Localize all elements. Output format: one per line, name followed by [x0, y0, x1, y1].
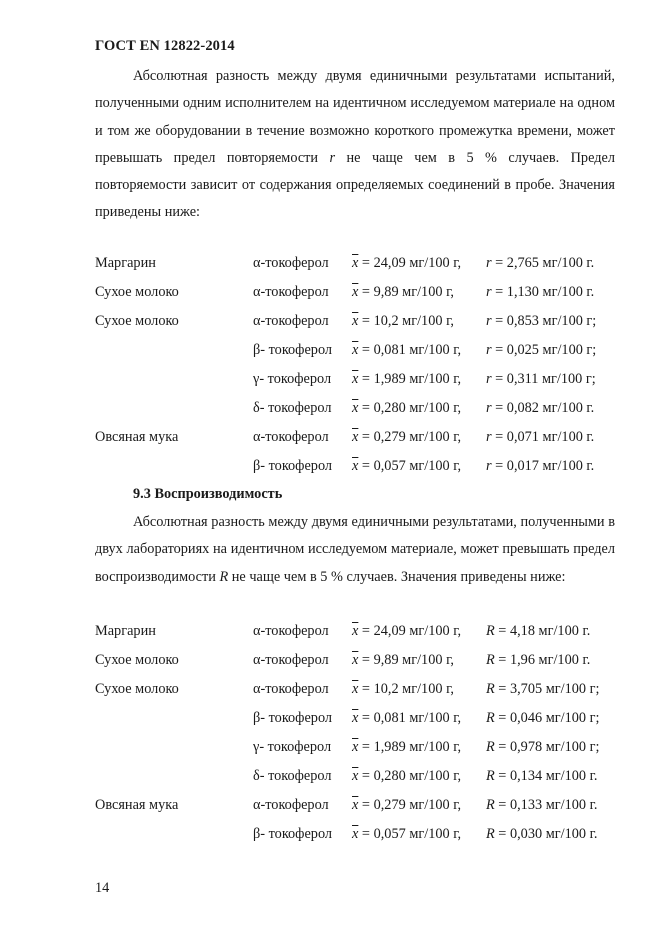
product-name: Овсяная мука: [95, 429, 179, 445]
compound-name: γ- токоферол: [253, 371, 332, 387]
paragraph-text: не чаще чем в 5 % случаев. Предел повторяемости зависит от содержания определяемых соединений в пробе. Значения приведены ниже:: [95, 149, 615, 221]
table-row: [95, 675, 625, 704]
table-row: [95, 336, 625, 365]
table-row: [95, 820, 625, 849]
mean-value: $\overline{x} = 0,081$ мг/100 г,: [352, 342, 462, 358]
limit-value: r = 1,130 мг/100 г.: [486, 284, 595, 300]
table-row: [95, 452, 625, 481]
paragraph-text: не чаще чем в 5 % случаев. Значения приведены ниже:: [228, 568, 566, 585]
limit-value: r = 0,311 мг/100 г;: [486, 371, 596, 387]
reproducibility-symbol: R: [219, 568, 229, 585]
limit-value: r = 0,017 мг/100 г.: [486, 458, 595, 474]
limit-value: r = 0,082 мг/100 г.: [486, 400, 595, 416]
compound-name: β- токоферол: [253, 826, 333, 842]
section-heading: 9.3 Воспроизводимость: [133, 486, 283, 502]
compound-name: α-токоферол: [253, 652, 329, 668]
mean-value: $\overline{x} = 24,09$ мг/100 г,: [352, 623, 462, 639]
mean-value: $\overline{x} = 0,057$ мг/100 г,: [352, 458, 462, 474]
table-row: [95, 307, 625, 336]
compound-name: δ- токоферол: [253, 768, 332, 784]
limit-value: R = 0,978 мг/100 г;: [486, 739, 600, 755]
compound-name: α-токоферол: [253, 284, 329, 300]
table-row: [95, 733, 625, 762]
table-row: [95, 365, 625, 394]
limit-value: r = 0,071 мг/100 г.: [486, 429, 595, 445]
table-row: [95, 791, 625, 820]
compound-name: α-токоферол: [253, 797, 329, 813]
mean-value: $\overline{x} = 0,081$ мг/100 г,: [352, 710, 462, 726]
table-row: [95, 249, 625, 278]
paragraph-text: Абсолютная разность между двумя единичными результатами испытаний, полученными одним исполнителем на идентичном исследуемом материале на одном и том же оборудовании в течение возможно короткого промежутка времени, может превышать предел повторяемости: [95, 68, 615, 166]
paragraph-text: Абсолютная разность между двумя единичными результатами, полученными в двух лабораториях на идентичном исследуемом материале, может превышать предел воспроизводимости: [95, 514, 615, 585]
limit-value: R = 4,18 мг/100 г.: [486, 623, 591, 639]
limit-value: R = 0,133 мг/100 г.: [486, 797, 598, 813]
product-name: Сухое молоко: [95, 313, 179, 329]
compound-name: β- токоферол: [253, 342, 333, 358]
mean-value: $\overline{x} = 10,2$ мг/100 г,: [352, 681, 454, 697]
compound-name: β- токоферол: [253, 458, 333, 474]
table-row: [95, 394, 625, 423]
product-name: Овсяная мука: [95, 797, 179, 813]
mean-value: $\overline{x} = 0,279$ мг/100 г,: [352, 429, 462, 445]
compound-name: α-токоферол: [253, 429, 329, 445]
product-name: Сухое молоко: [95, 652, 179, 668]
reproducibility-paragraph: [95, 509, 615, 591]
compound-name: α-токоферол: [253, 313, 329, 329]
product-name: Сухое молоко: [95, 681, 179, 697]
product-name: Сухое молоко: [95, 284, 179, 300]
reproducibility-table: [95, 617, 625, 849]
mean-value: $\overline{x} = 1,989$ мг/100 г,: [352, 739, 462, 755]
document-header: ГОСТ EN 12822-2014: [95, 38, 235, 54]
table-row: [95, 423, 625, 452]
table-row: [95, 278, 625, 307]
page-number: 14: [95, 880, 110, 896]
compound-name: δ- токоферол: [253, 400, 332, 416]
limit-value: R = 3,705 мг/100 г;: [486, 681, 600, 697]
table-row: [95, 617, 625, 646]
compound-name: γ- токоферол: [253, 739, 332, 755]
limit-value: R = 0,030 мг/100 г.: [486, 826, 598, 842]
mean-value: $\overline{x} = 9,89$ мг/100 г,: [352, 284, 454, 300]
table-row: [95, 704, 625, 733]
repeatability-table: [95, 249, 625, 481]
mean-value: $\overline{x} = 0,057$ мг/100 г,: [352, 826, 462, 842]
product-name: Маргарин: [95, 623, 156, 639]
table-row: [95, 762, 625, 791]
mean-value: $\overline{x} = 10,2$ мг/100 г,: [352, 313, 454, 329]
mean-value: $\overline{x} = 9,89$ мг/100 г,: [352, 652, 454, 668]
limit-value: R = 1,96 мг/100 г.: [486, 652, 591, 668]
limit-value: R = 0,134 мг/100 г.: [486, 768, 598, 784]
mean-value: $\overline{x} = 0,280$ мг/100 г,: [352, 768, 462, 784]
limit-value: r = 2,765 мг/100 г.: [486, 255, 595, 271]
compound-name: α-токоферол: [253, 681, 329, 697]
mean-value: $\overline{x} = 1,989$ мг/100 г,: [352, 371, 462, 387]
repeatability-paragraph: [95, 63, 615, 227]
mean-value: $\overline{x} = 0,280$ мг/100 г,: [352, 400, 462, 416]
limit-value: r = 0,853 мг/100 г;: [486, 313, 597, 329]
table-row: [95, 646, 625, 675]
compound-name: α-токоферол: [253, 623, 329, 639]
compound-name: β- токоферол: [253, 710, 333, 726]
limit-value: R = 0,046 мг/100 г;: [486, 710, 600, 726]
repeatability-symbol: r: [329, 149, 336, 166]
mean-value: $\overline{x} = 24,09$ мг/100 г,: [352, 255, 462, 271]
mean-value: $\overline{x} = 0,279$ мг/100 г,: [352, 797, 462, 813]
product-name: Маргарин: [95, 255, 156, 271]
limit-value: r = 0,025 мг/100 г;: [486, 342, 597, 358]
compound-name: α-токоферол: [253, 255, 329, 271]
